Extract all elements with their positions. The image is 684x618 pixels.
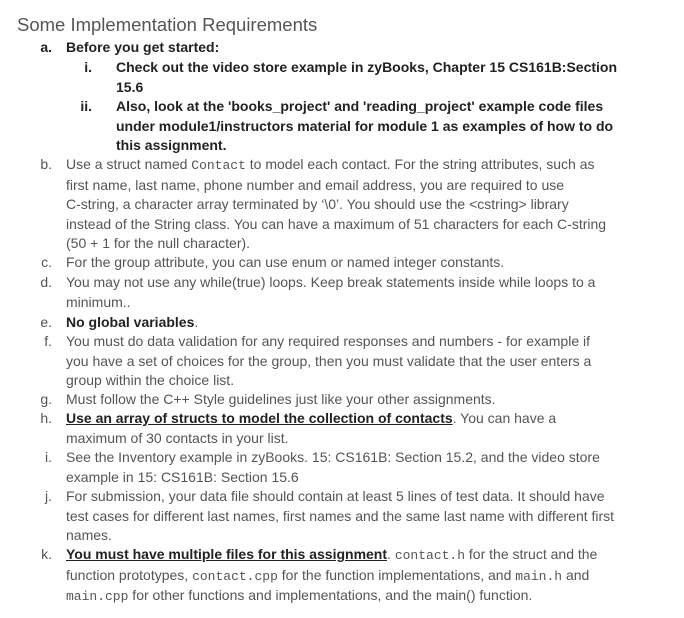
requirement-e-text: No global variables.	[66, 314, 199, 330]
requirement-a-text: Before you get started:	[66, 39, 220, 55]
requirement-h-text: Use an array of structs to model the collection of contacts. You can have a maximum of 30 contacts in your list.	[66, 410, 557, 446]
code-header-file: contact.h	[394, 548, 466, 563]
item-marker: e.	[40, 314, 52, 330]
requirement-g-text: Must follow the C++ Style guidelines just like your other assignments.	[66, 391, 496, 407]
item-marker: h.	[40, 410, 52, 426]
code-main-source: main.cpp	[66, 589, 129, 605]
item-marker: c.	[41, 254, 52, 270]
item-marker: k.	[41, 546, 52, 562]
sub-item-marker: i.	[84, 59, 92, 75]
requirement-a-ii-text: Also, look at the 'books_project' and 'reading_project' example code files under module1/instructors material for module 1 as examples of how to do this assignment.	[116, 98, 614, 154]
requirement-a-i-text: Check out the video store example in zyBooks, Chapter 15 CS161B:Section 15.6	[116, 59, 618, 95]
code-struct-name: Contact	[191, 158, 246, 173]
requirement-i-text: See the Inventory example in zyBooks. 15: CS161B: Section 15.2, and the video store example in 15: CS161B: Section 15.6	[66, 449, 600, 485]
requirement-d-text: You may not use any while(true) loops. Keep break statements inside while loops to a minimum..	[66, 274, 596, 310]
code-main-header: main.h	[515, 568, 563, 584]
document-title: Some Implementation Requirements	[17, 14, 318, 35]
item-marker: j.	[45, 488, 52, 504]
item-marker: b.	[40, 156, 52, 172]
requirement-c-text: For the group attribute, you can use enum or named integer constants.	[66, 254, 505, 270]
code-source-file: contact.cpp	[192, 568, 278, 584]
requirement-f-text: You must do data validation for any required responses and numbers - for example if you have a set of choices for the group, then you must validate that the user enters a group within the choice list.	[66, 333, 592, 389]
item-marker: a.	[40, 39, 52, 55]
requirement-k-text: You must have multiple files for this assignment. contact.h for the struct and the function prototypes, contact.cpp for the function implementations, and main.h and main.cpp for other functions and implementations, and the main() function.	[66, 546, 598, 605]
item-marker: d.	[40, 274, 52, 290]
requirement-b-text: Use a struct named Contact to model each contact. For the string attributes, such as first name, last name, phone number and email address, you are required to use C-string, a character array terminated by ‘\0’. You should use the <cstring> library instead of the String class. You can have a maximum of 51 characters for each C-string (50 + 1 for the null character).	[66, 156, 607, 252]
item-marker: g.	[40, 391, 52, 407]
item-marker: f.	[44, 333, 52, 349]
sub-item-marker: ii.	[80, 98, 92, 114]
requirement-j-text: For submission, your data file should contain at least 5 lines of test data. It should have test cases for different last names, first names and the same last name with different first names.	[66, 488, 615, 544]
item-marker: i.	[45, 449, 52, 465]
